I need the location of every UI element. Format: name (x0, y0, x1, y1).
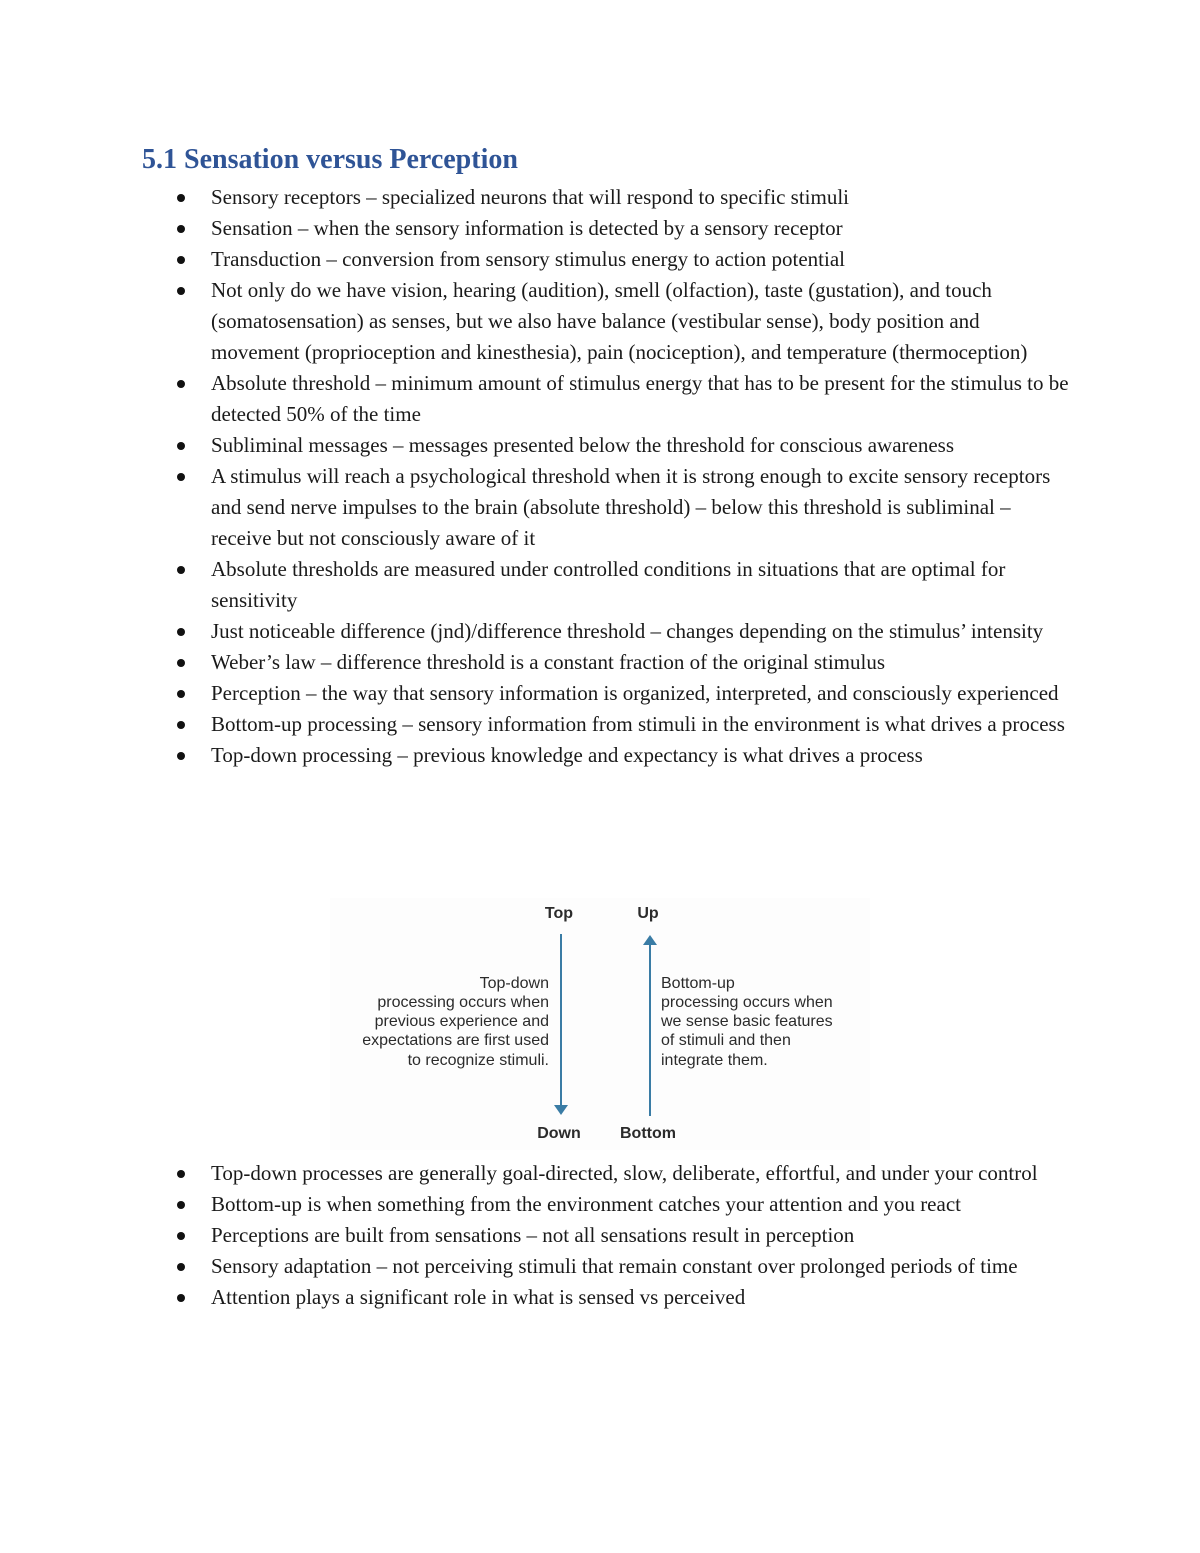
bullet-list-after-figure (211, 1158, 1071, 1313)
bullet-list-before-figure (211, 182, 1071, 771)
list-item: Sensory receptors – specialized neurons that will respond to specific stimuli (211, 182, 1071, 213)
top-down-text-line: previous experience and (374, 1013, 549, 1030)
section-title: 5.1 Sensation versus Perception (142, 144, 518, 175)
list-item: A stimulus will reach a psychological threshold when it is strong enough to excite sensory receptors and send nerve impulses to the brain (absolute threshold) – below this threshold is subliminal – receive but not consciously aware of it (211, 461, 1071, 554)
list-item: Bottom-up is when something from the environment catches your attention and you react (211, 1189, 1071, 1220)
top-down-text-line: processing occurs when (377, 994, 549, 1011)
list-item: Top-down processes are generally goal-directed, slow, deliberate, effortful, and under your control (211, 1158, 1071, 1189)
list-item: Top-down processing – previous knowledge and expectancy is what drives a process (211, 740, 1071, 771)
top-down-text-line: expectations are first used (362, 1032, 549, 1049)
list-item: Absolute thresholds are measured under controlled conditions in situations that are optimal for sensitivity (211, 554, 1071, 616)
bottom-up-text-line: Bottom-up (661, 975, 735, 992)
list-item: Not only do we have vision, hearing (audition), smell (olfaction), taste (gustation), and touch (somatosensation) as senses, but we also have balance (vestibular sense), body position and movement (proprioception and kinesthesia), pain (nociception), and temperature (thermoception) (211, 275, 1071, 368)
list-item: Sensory adaptation – not perceiving stimuli that remain constant over prolonged periods of time (211, 1251, 1071, 1282)
top-down-text-line: Top-down (479, 975, 549, 992)
processing-diagram-svg (330, 898, 870, 1150)
list-item: Perception – the way that sensory information is organized, interpreted, and consciously experienced (211, 678, 1071, 709)
list-item: Transduction – conversion from sensory stimulus energy to action potential (211, 244, 1071, 275)
list-item: Sensation – when the sensory information is detected by a sensory receptor (211, 213, 1071, 244)
list-item: Just noticeable difference (jnd)/difference threshold – changes depending on the stimulus’ intensity (211, 616, 1071, 647)
top-down-text-line: to recognize stimuli. (407, 1052, 549, 1069)
bottom-label: Bottom (620, 1125, 676, 1142)
list-item: Weber’s law – difference threshold is a constant fraction of the original stimulus (211, 647, 1071, 678)
list-item: Bottom-up processing – sensory information from stimuli in the environment is what drives a process (211, 709, 1071, 740)
bottom-up-text-line: we sense basic features (661, 1013, 833, 1030)
top-label: Top (544, 905, 574, 922)
list-item: Subliminal messages – messages presented below the threshold for conscious awareness (211, 430, 1071, 461)
list-item: Perceptions are built from sensations – not all sensations result in perception (211, 1220, 1071, 1251)
bottom-up-text-line: integrate them. (661, 1052, 768, 1069)
list-item: Absolute threshold – minimum amount of stimulus energy that has to be present for the stimulus to be detected 50% of the time (211, 368, 1071, 430)
up-label: Up (637, 905, 659, 922)
down-label: Down (537, 1125, 581, 1142)
processing-diagram (330, 898, 870, 1150)
bottom-up-text-line: processing occurs when (661, 994, 833, 1011)
bottom-up-text-line: of stimuli and then (661, 1032, 791, 1049)
list-item: Attention plays a significant role in what is sensed vs perceived (211, 1282, 1071, 1313)
